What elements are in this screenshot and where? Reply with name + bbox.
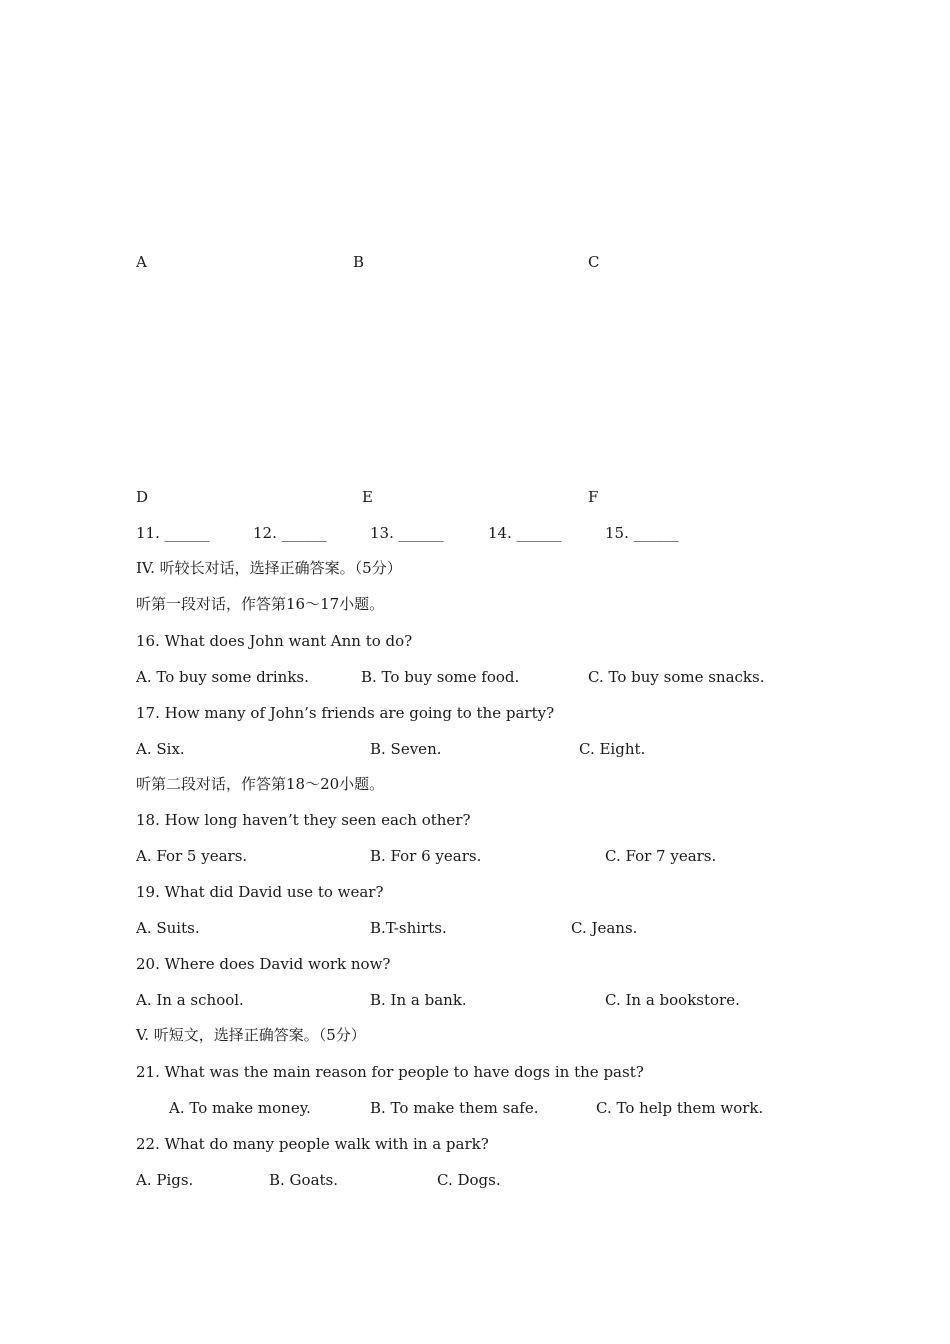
- q21-option-b: B. To make them safe.: [370, 1099, 539, 1117]
- q17-option-b: B. Seven.: [370, 740, 442, 758]
- q18-stem: 18. How long haven’t they seen each other?: [136, 811, 471, 829]
- q21-stem: 21. What was the main reason for people to have dogs in the past?: [136, 1063, 644, 1081]
- picture-label-f: F: [588, 488, 599, 506]
- answer-blank-15: 15. ______: [605, 524, 679, 542]
- q16-option-c: C. To buy some snacks.: [588, 668, 765, 686]
- q22-stem: 22. What do many people walk with in a park?: [136, 1135, 489, 1153]
- answer-blank-11: 11. ______: [136, 524, 210, 542]
- picture-label-d: D: [136, 488, 149, 506]
- part2-instruction: 听第二段对话，作答第18～20小题。: [136, 775, 385, 793]
- q22-option-c: C. Dogs.: [437, 1171, 501, 1189]
- q16-option-a: A. To buy some drinks.: [136, 668, 309, 686]
- q19-option-c: C. Jeans.: [571, 919, 638, 937]
- answer-blank-12: 12. ______: [253, 524, 327, 542]
- q20-option-b: B. In a bank.: [370, 991, 467, 1009]
- q22-option-a: A. Pigs.: [136, 1171, 194, 1189]
- section-iv-heading: IV. 听较长对话，选择正确答案。（5分）: [136, 559, 402, 577]
- q20-option-c: C. In a bookstore.: [605, 991, 740, 1009]
- q21-option-a: A. To make money.: [169, 1099, 311, 1117]
- q16-option-b: B. To buy some food.: [361, 668, 520, 686]
- answer-blank-13: 13. ______: [370, 524, 444, 542]
- picture-label-c: C: [588, 253, 600, 271]
- picture-label-e: E: [362, 488, 373, 506]
- q21-option-c: C. To help them work.: [596, 1099, 764, 1117]
- q18-option-c: C. For 7 years.: [605, 847, 717, 865]
- part1-instruction: 听第一段对话，作答第16～17小题。: [136, 595, 385, 613]
- q17-stem: 17. How many of John’s friends are going to the party?: [136, 704, 555, 722]
- picture-label-a: A: [136, 253, 147, 271]
- q17-option-c: C. Eight.: [579, 740, 646, 758]
- q22-option-b: B. Goats.: [269, 1171, 339, 1189]
- answer-blank-14: 14. ______: [488, 524, 562, 542]
- q19-option-a: A. Suits.: [136, 919, 200, 937]
- q20-option-a: A. In a school.: [136, 991, 244, 1009]
- q18-option-b: B. For 6 years.: [370, 847, 482, 865]
- q18-option-a: A. For 5 years.: [136, 847, 248, 865]
- q19-option-b: B.T-shirts.: [370, 919, 447, 937]
- q16-stem: 16. What does John want Ann to do?: [136, 632, 413, 650]
- q20-stem: 20. Where does David work now?: [136, 955, 391, 973]
- q19-stem: 19. What did David use to wear?: [136, 883, 384, 901]
- picture-label-b: B: [353, 253, 365, 271]
- q17-option-a: A. Six.: [136, 740, 185, 758]
- section-v-heading: V. 听短文，选择正确答案。（5分）: [136, 1026, 366, 1044]
